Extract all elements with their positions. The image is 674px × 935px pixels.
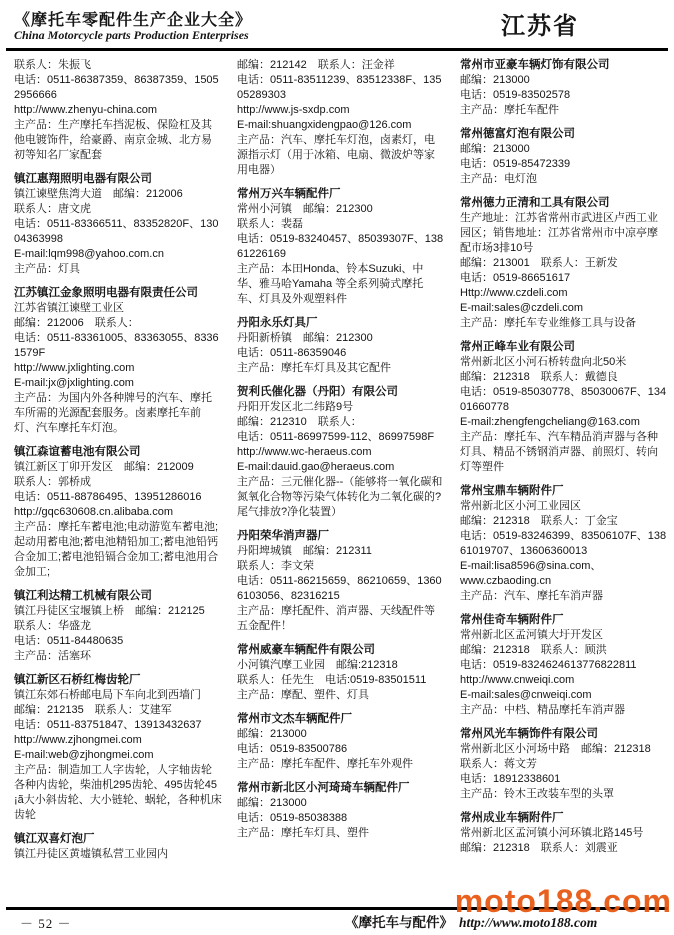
entry-line: 小河镇汽摩工业园 邮编:212318 [237, 659, 398, 671]
entry-line: 常州小河镇 邮编：212300 [237, 203, 373, 215]
company-name: 贺利氏催化器（丹阳）有限公司 [237, 386, 398, 398]
entry-line: 镇江丹徒区黄墟镇私营工业园内 [14, 848, 168, 860]
entry-line: 邮编：212310 联系人： [237, 416, 362, 428]
company-entry [14, 673, 222, 823]
entry-line: E-mail:web@zjhongmei.com [14, 749, 154, 761]
entry-line: 丹阳开发区北二纬路9号 [237, 401, 354, 413]
watermark-logo: moto188.com [454, 883, 672, 919]
company-name: 江苏镇江金象照明电器有限责任公司 [14, 287, 198, 299]
columns [14, 58, 668, 904]
entry-line: 联系人：郭桥成 [14, 476, 91, 488]
entry-line: 常州新北区小河场中路 邮编：212318 [460, 743, 651, 755]
entry-line: 主产品：汽车、摩托车灯泡，卤素灯，电源指示灯（用于冰箱、电扇、微波炉等家用电器） [237, 134, 435, 176]
entry-line: www.czbaoding.cn [460, 575, 552, 587]
entry-line: E-mail:sales@cnweiqi.com [460, 689, 592, 701]
entry-line: 邮编：213000 [460, 143, 530, 155]
entry-line: 电话：18912338601 [460, 773, 561, 785]
entry-line: 电话：0511-83361005、83363055、83361579F [14, 332, 219, 359]
text-column [14, 58, 222, 904]
company-entry [14, 286, 222, 436]
entry-line: 联系人：唐文虎 [14, 203, 91, 215]
entry-line: 电话：0519-83246399、83506107F、13861019707、13606360013 [460, 530, 667, 557]
company-name: 镇江森谊蓄电池有限公司 [14, 446, 141, 458]
entry-line: 主产品：摩托车专业维修工具与设备 [460, 317, 636, 329]
entry-line: 常州新北区孟河镇小河环镇北路145号 [460, 827, 644, 839]
company-entry [14, 832, 222, 862]
company-name: 镇江惠翔照明电器有限公司 [14, 173, 152, 185]
company-name: 常州宝鼎车辆附件厂 [460, 485, 564, 497]
entry-line: E-mail:sales@czdeli.com [460, 302, 584, 314]
text-column [460, 58, 668, 904]
entry-line: 邮编：213000 [237, 728, 307, 740]
entry-line: 电话：0519-83500786 [237, 743, 348, 755]
entry-line: 镇江丹徒区宝堰镇上桥 邮编：212125 [14, 605, 205, 617]
text-column [237, 58, 445, 904]
entry-line: 主产品：摩托车配件 [460, 104, 559, 116]
entry-line: 主产品：本田Honda、铃本Suzuki、中华、雅马哈Yamaha 等全系列骑式摩托车、灯具及外观塑料件 [237, 263, 424, 305]
entry-line: 主产品：摩托车灯具及其它配件 [237, 362, 391, 374]
entry-line: 常州新北区小河工业园区 [460, 500, 581, 512]
entry-line: E-mail:lqm998@yahoo.com.cn [14, 248, 164, 260]
company-name: 常州威豪车辆配件有限公司 [237, 644, 375, 656]
entry-line: E-mail:dauid.gao@heraeus.com [237, 461, 395, 473]
entry-line: 镇江新区丁卯开发区 邮编：212009 [14, 461, 194, 473]
entry-line: 电话：0519-85030778、85030067F、13401660778 [460, 386, 667, 413]
entry-line: 邮编：213000 [237, 797, 307, 809]
company-name: 常州市新北区小河琦琦车辆配件厂 [237, 782, 410, 794]
entry-line: 邮编：213000 [460, 74, 530, 86]
entry-line: 主产品：为国内外各种牌号的汽车、摩托车所需的光源配套服务。卤素摩托车前灯、汽车摩托车灯泡。 [14, 392, 212, 434]
company-entry [460, 811, 668, 856]
company-name: 常州万兴车辆配件厂 [237, 188, 341, 200]
entry-line: 生产地址：江苏省常州市武进区卢西工业园区；销售地址：江苏省常州市中凉亭摩配市场3排10号 [460, 212, 658, 254]
entry-line: 电话：0511-88786495、13951286016 [14, 491, 202, 503]
entry-line: E-mail:shuangxidengpao@126.com [237, 119, 412, 131]
entry-line: 主产品：灯具 [14, 263, 80, 275]
entry-line: 电话：0511-86359046 [237, 347, 347, 359]
entry-line: 邮编：212318 联系人：刘震亚 [460, 842, 618, 854]
entry-line: 主产品：三元催化器--（能够将一氧化碳和氮氧化合物等污染气体转化为二氧化碳的?尾气排放?净化装置） [237, 476, 443, 518]
company-name: 镇江新区石桥红梅齿轮厂 [14, 674, 141, 686]
entry-line: 电话：0511-86387359、86387359、15052956666 [14, 74, 219, 101]
company-entry [237, 187, 445, 307]
entry-line: 邮编：212142 联系人：汪金祥 [237, 59, 395, 71]
company-name: 常州德富灯泡有限公司 [460, 128, 575, 140]
entry-line: 江苏省镇江谏壁工业区 [14, 302, 124, 314]
entry-line: 主产品：中档、精品摩托车消声器 [460, 704, 625, 716]
company-name: 丹阳永乐灯具厂 [237, 317, 318, 329]
entry-line: 电话：0519-83502578 [460, 89, 571, 101]
entry-line: 主产品：汽车、摩托车消声器 [460, 590, 603, 602]
company-name: 常州市亚豪车辆灯饰有限公司 [460, 59, 610, 71]
journal-url: http://www.moto188.com [459, 915, 598, 930]
page-number: － 52 － [20, 916, 72, 931]
entry-line: 电话：0511-86997599-112、86997598F [237, 431, 435, 443]
entry-line: 电话：0511-83366511、83352820F、13004363998 [14, 218, 219, 245]
company-entry [460, 613, 668, 718]
entry-line: http://www.js-sxdp.com [237, 104, 350, 116]
entry-line: 联系人：蒋文芳 [460, 758, 537, 770]
entry-line: 联系人：李文荣 [237, 560, 314, 572]
company-entry [460, 484, 668, 604]
entry-line: 电话：0519-83240457、85039307F、13861226169 [237, 233, 444, 260]
entry-line: 丹阳新桥镇 邮编：212300 [237, 332, 373, 344]
entry-line: 主产品：摩托车灯具、塑件 [237, 827, 369, 839]
entry-line: 电话：0519-86651617 [460, 272, 571, 284]
entry-line: 主产品：摩配、塑件、灯具 [237, 689, 369, 701]
company-entry [237, 781, 445, 841]
company-entry [237, 643, 445, 703]
journal-title: 《摩托车与配件》 [345, 915, 453, 930]
entry-line: 主产品：摩托车蓄电池;电动游览车蓄电池;起动用蓄电池;蓄电池精铅加工;蓄电池铅钙合金加工;蓄电池铅镉合金加工;蓄电池用合金加工; [14, 521, 219, 578]
entry-line: 邮编：212135 联系人：艾建军 [14, 704, 172, 716]
province-title: 江苏省 [501, 13, 579, 40]
entry-line: E-mail:lisa8596@sina.com、 [460, 560, 602, 572]
entry-line: 电话：0511-83751847、13913432637 [14, 719, 202, 731]
company-name: 常州德力正清和工具有限公司 [460, 197, 610, 209]
company-entry [460, 340, 668, 475]
entry-line: 联系人：华盛龙 [14, 620, 91, 632]
entry-line: 邮编：213001 联系人：王新发 [460, 257, 618, 269]
entry-line: 主产品：摩托车配件、摩托车外观件 [237, 758, 413, 770]
company-entry [460, 196, 668, 331]
entry-line: 联系人：裴磊 [237, 218, 303, 230]
company-entry [14, 172, 222, 277]
entry-line: 电话：0511-84480635 [14, 635, 124, 647]
company-entry [14, 589, 222, 664]
entry-line: 电话：0519-85038388 [237, 812, 348, 824]
entry-line: http://www.zhenyu-china.com [14, 104, 158, 116]
company-entry [237, 529, 445, 634]
company-entry [14, 445, 222, 580]
entry-line: 主产品：生产摩托车挡泥板、保险杠及其他电镀饰件，给豪爵、南京金城、北方易初等知名厂家配套 [14, 119, 212, 161]
entry-line: 电话：0511-86215659、86210659、13606103056、82316215 [237, 575, 442, 602]
book-title-en: China Motorcycle parts Production Enterprises [14, 28, 249, 42]
entry-line: http://www.cnweiqi.com [460, 674, 575, 686]
entry-line: 常州新北区小河石桥转盘向北50米 [460, 356, 627, 368]
company-entry [460, 58, 668, 118]
entry-line: 电话：0511-83511239、83512338F、13505289303 [237, 74, 442, 101]
entry-line: 丹阳埤城镇 邮编：212311 [237, 545, 372, 557]
entry-line: http://www.wc-heraeus.com [237, 446, 372, 458]
company-entry [460, 727, 668, 802]
entry-line: 主产品：铃木王改装车型的头罩 [460, 788, 614, 800]
company-entry [237, 58, 445, 178]
entry-line: http://www.jxlighting.com [14, 362, 135, 374]
company-name: 镇江双喜灯泡厂 [14, 833, 95, 845]
entry-line: 邮编：212006 联系人： [14, 317, 139, 329]
entry-line: 镇江谏壁焦湾大道 邮编：212006 [14, 188, 183, 200]
entry-line: 联系人：任先生 电话:0519-83501511 [237, 674, 427, 686]
entry-line: 邮编：212318 联系人：戴德良 [460, 371, 618, 383]
entry-line: 主产品：摩托车、汽车精品消声器与各种灯具、精品不锈钢消声器、前照灯、转向灯等塑件 [460, 431, 658, 473]
entry-line: http://gqc630608.cn.alibaba.com [14, 506, 174, 518]
entry-line: 常州新北区孟河镇大圩开发区 [460, 629, 603, 641]
company-name: 常州风光车辆饰件有限公司 [460, 728, 598, 740]
entry-line: 电话：0519-8324624613776822811 [460, 659, 637, 671]
company-name: 常州市文杰车辆配件厂 [237, 713, 352, 725]
company-entry [14, 58, 222, 163]
entry-line: E-mail:jx@jxlighting.com [14, 377, 134, 389]
company-name: 镇江利达精工机械有限公司 [14, 590, 152, 602]
book-title-cn: 《摩托车零配件生产企业大全》 [14, 12, 253, 29]
company-name: 常州成业车辆附件厂 [460, 812, 564, 824]
entry-line: 邮编：212318 联系人：顾洪 [460, 644, 607, 656]
entry-line: 主产品：活塞环 [14, 650, 91, 662]
entry-line: 主产品：摩托配件、消声器、天线配件等五金配件！ [237, 605, 435, 632]
entry-line: 主产品：电灯泡 [460, 173, 537, 185]
entry-line: http://www.zjhongmei.com [14, 734, 142, 746]
header-divider [6, 48, 668, 51]
entry-line: E-mail:zhengfengcheliang@163.com [460, 416, 640, 428]
company-name: 常州正峰车业有限公司 [460, 341, 575, 353]
company-entry [237, 316, 445, 376]
entry-line: 镇江东郊石桥邮电局下车向北到西墙门 [14, 689, 201, 701]
entry-line: 邮编：212318 联系人：丁金宝 [460, 515, 618, 527]
entry-line: Http://www.czdeli.com [460, 287, 568, 299]
entry-line: 电话：0519-85472339 [460, 158, 571, 170]
company-name: 丹阳荣华消声器厂 [237, 530, 329, 542]
entry-line: 联系人：朱振飞 [14, 59, 91, 71]
company-entry [237, 712, 445, 772]
company-entry [460, 127, 668, 187]
entry-line: 主产品：制造加工人字齿轮，人字轴齿轮各种内齿轮，柴油机295齿轮、495齿轮45¡ã大小斜齿轮、大小链轮、蜗轮，各种机床齿轮 [14, 764, 222, 821]
company-name: 常州佳奇车辆附件厂 [460, 614, 564, 626]
company-entry [237, 385, 445, 520]
